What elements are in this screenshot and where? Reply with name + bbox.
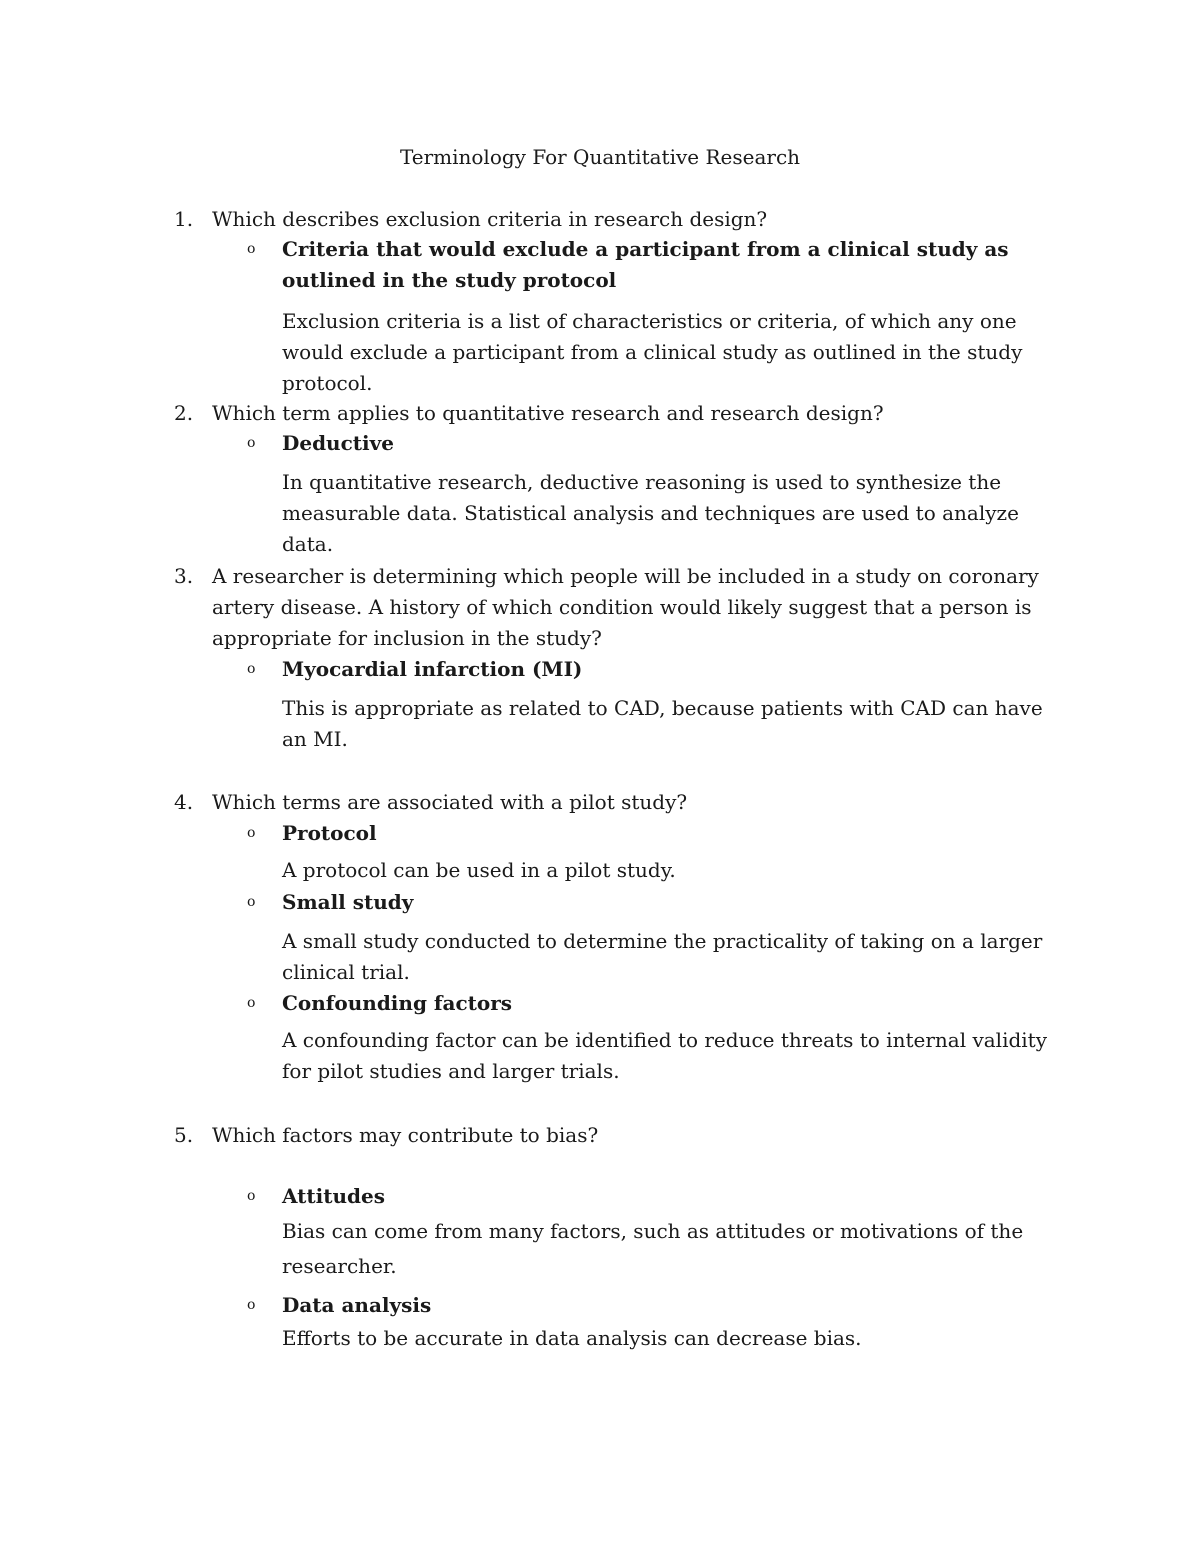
- question-1: [174, 204, 1064, 235]
- question-3: [174, 561, 1064, 654]
- answer-item: [247, 818, 1067, 886]
- answer-label: Confounding factors: [282, 991, 513, 1015]
- answer-label: Deductive: [282, 431, 394, 455]
- question-number: 1.: [174, 207, 194, 231]
- question-text: Which describes exclusion criteria in research design?: [212, 207, 768, 231]
- answer-item: [247, 654, 1067, 755]
- question-number: 3.: [174, 564, 194, 588]
- question-2: [174, 398, 1064, 429]
- answer-explanation: Bias can come from many factors, such as attitudes or motivations of the researcher.: [282, 1219, 1024, 1278]
- answer-label: Small study: [282, 890, 414, 914]
- bullet-circle-icon: o: [247, 661, 256, 677]
- question-5: [174, 1120, 1064, 1151]
- answer-label: Data analysis: [282, 1293, 432, 1317]
- answer-item: [247, 1181, 1067, 1284]
- bullet-circle-icon: o: [247, 1297, 256, 1313]
- answer-item: [247, 428, 1067, 560]
- bullet-circle-icon: o: [247, 1188, 256, 1204]
- bullet-circle-icon: o: [247, 995, 256, 1011]
- question-text: A researcher is determining which people will be included in a study on coronary artery disease. A history of which condition would likely suggest that a person is appropriate for inclusion in the study?: [212, 564, 1039, 650]
- answer-explanation: This is appropriate as related to CAD, because patients with CAD can have an MI.: [282, 696, 1043, 751]
- answer-item: [247, 988, 1067, 1087]
- answer-item: [247, 887, 1067, 988]
- page-title: Terminology For Quantitative Research: [399, 145, 801, 169]
- answer-label: Attitudes: [282, 1184, 385, 1208]
- bullet-circle-icon: o: [247, 241, 256, 257]
- answer-item: [247, 1290, 1067, 1354]
- question-text: Which term applies to quantitative research and research design?: [212, 401, 884, 425]
- bullet-circle-icon: o: [247, 894, 256, 910]
- question-text: Which factors may contribute to bias?: [212, 1123, 599, 1147]
- bullet-circle-icon: o: [247, 435, 256, 451]
- answer-explanation: A small study conducted to determine the practicality of taking on a larger clinical trial.: [282, 929, 1043, 984]
- question-text: Which terms are associated with a pilot study?: [212, 790, 688, 814]
- answer-explanation: In quantitative research, deductive reasoning is used to synthesize the measurable data. Statistical analysis and techniques are used to analyze data.: [282, 470, 1019, 556]
- answer-explanation: A confounding factor can be identified to reduce threats to internal validity for pilot studies and larger trials.: [282, 1028, 1047, 1083]
- question-number: 2.: [174, 401, 194, 425]
- answer-explanation: Exclusion criteria is a list of characteristics or criteria, of which any one would exclude a participant from a clinical study as outlined in the study protocol.: [282, 309, 1023, 395]
- answer-label: Criteria that would exclude a participant from a clinical study as outlined in the study protocol: [282, 237, 1009, 292]
- answer-label: Protocol: [282, 821, 377, 845]
- bullet-circle-icon: o: [247, 825, 256, 841]
- question-4: [174, 787, 1064, 818]
- answer-label: Myocardial infarction (MI): [282, 657, 583, 681]
- answer-explanation: A protocol can be used in a pilot study.: [282, 858, 676, 882]
- answer-item: [247, 234, 1067, 399]
- answer-explanation: Efforts to be accurate in data analysis can decrease bias.: [282, 1326, 862, 1350]
- question-number: 4.: [174, 790, 194, 814]
- question-number: 5.: [174, 1123, 194, 1147]
